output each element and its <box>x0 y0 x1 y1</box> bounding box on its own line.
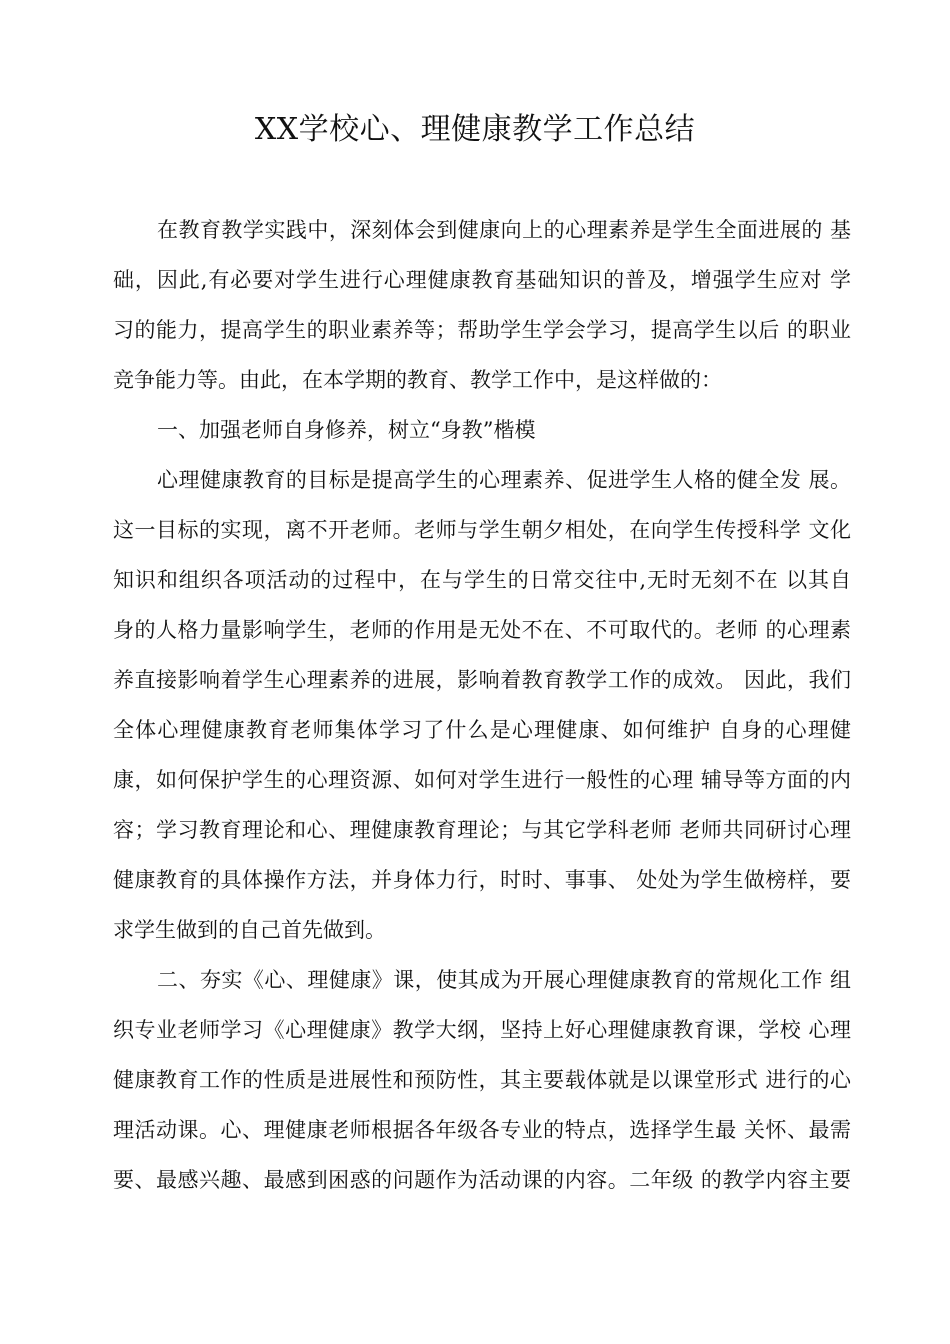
paragraph-line: 知识和组织各项活动的过程中，在与学生的日常交往中,无时无刻不在 以其自 <box>113 568 851 592</box>
section-heading: 二、夯实《心、理健康》课，使其成为开展心理健康教育的常规化工作 组 <box>157 968 851 992</box>
paragraph-line: 康，如何保护学生的心理资源、如何对学生进行一般性的心理 辅导等方面的内 <box>113 768 851 792</box>
paragraph-line: 养直接影响着学生心理素养的进展，影响着教育教学工作的成效。 因此，我们 <box>113 668 851 692</box>
paragraph-line: 健康教育的具体操作方法，并身体力行，时时、事事、 处处为学生做榜样，要 <box>113 868 851 892</box>
paragraph-line: 竞争能力等。由此，在本学期的教育、教学工作中，是这样做的： <box>113 368 722 392</box>
paragraph-line: 础，因此,有必要对学生进行心理健康教育基础知识的普及，增强学生应对 学 <box>113 268 851 292</box>
paragraph-line: 心理健康教育的目标是提高学生的心理素养、促进学生人格的健全发 展。 <box>157 468 851 492</box>
paragraph-line: 理活动课。心、理健康老师根据各年级各专业的特点，选择学生最 关怀、最需 <box>113 1118 851 1142</box>
paragraph-line: 习的能力，提高学生的职业素养等；帮助学生学会学习，提高学生以后 的职业 <box>113 318 851 342</box>
paragraph-line: 织专业老师学习《心理健康》教学大纲，坚持上好心理健康教育课，学校 心理 <box>113 1018 851 1042</box>
paragraph-line: 容；学习教育理论和心、理健康教育理论；与其它学科老师 老师共同研讨心理 <box>113 818 851 842</box>
paragraph-line: 求学生做到的自己首先做到。 <box>113 918 386 942</box>
paragraph-line: 要、最感兴趣、最感到困惑的问题作为活动课的内容。二年级 的教学内容主要 <box>113 1168 851 1192</box>
paragraph-line: 身的人格力量影响学生，老师的作用是无处不在、不可取代的。老师 的心理素 <box>113 618 851 642</box>
section-heading: 一、加强老师自身修养，树立“身教”楷模 <box>157 418 536 442</box>
paragraph-line: 这一目标的实现，离不开老师。老师与学生朝夕相处，在向学生传授科学 文化 <box>113 518 851 542</box>
paragraph-line: 健康教育工作的性质是进展性和预防性，其主要载体就是以课堂形式 进行的心 <box>113 1068 851 1092</box>
document-title: XX学校心、理健康教学工作总结 <box>254 112 696 147</box>
paragraph-line: 在教育教学实践中，深刻体会到健康向上的心理素养是学生全面进展的 基 <box>157 218 851 242</box>
paragraph-line: 全体心理健康教育老师集体学习了什么是心理健康、如何维护 自身的心理健 <box>113 718 851 742</box>
